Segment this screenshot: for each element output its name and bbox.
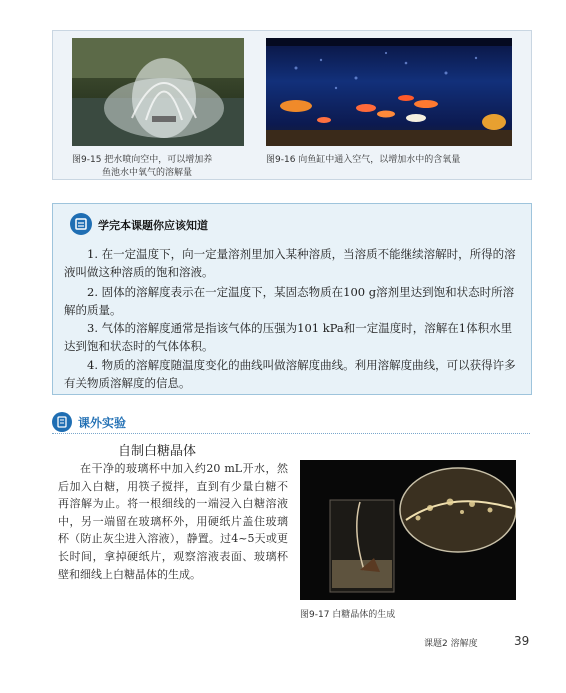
figure-9-15-caption-line-2: 鱼池水中氧气的溶解量 bbox=[102, 168, 193, 178]
fountain-photo bbox=[72, 38, 244, 146]
section-divider bbox=[52, 433, 530, 434]
figure-9-15-caption-line-1: 图9-15 把水喷向空中，可以增加养 bbox=[72, 155, 213, 165]
fish-tank-photo bbox=[266, 38, 512, 146]
figure-9-15-caption bbox=[72, 154, 212, 180]
page-number: 39 bbox=[514, 634, 530, 648]
figure-9-17-caption: 图9-17 白糖晶体的生成 bbox=[300, 610, 396, 620]
knowledge-point-2: 2. 固体的溶解度表示在一定温度下，某固态物质在100 g溶剂里达到饱和状态时所溶解的质量。 bbox=[64, 285, 515, 317]
experiment-section-title: 课外实验 bbox=[78, 416, 127, 430]
sugar-crystal-photo bbox=[300, 460, 516, 600]
knowledge-point-3: 3. 气体的溶解度通常是指该气体的压强为101 kPa和一定温度时，溶解在1体积水里达到饱和状态时的气体体积。 bbox=[64, 321, 513, 353]
experiment-section-icon bbox=[52, 412, 72, 432]
knowledge-summary-title: 学完本课题你应该知道 bbox=[98, 219, 208, 232]
experiment-instructions: 在干净的玻璃杯中加入约20 mL开水，然后加入白糖，用筷子搅拌，直到有少量白糖不再溶解为止。将一根细线的一端浸入白糖溶液中，另一端留在玻璃杯外，用硬纸片盖住玻璃杯（防止灰尘进入溶液），静置。过4~5天或更长时间，拿掉硬纸片，观察溶液表面、玻璃杯壁和细线上白糖晶体的生成。 bbox=[58, 462, 288, 581]
knowledge-point-1: 1. 在一定温度下，向一定量溶剂里加入某种溶质，当溶质不能继续溶解时，所得的溶液叫做这种溶质的饱和溶液。 bbox=[64, 247, 516, 279]
knowledge-point-4: 4. 物质的溶解度随温度变化的曲线叫做溶解度曲线。利用溶解度曲线，可以获得许多有关物质溶解度的信息。 bbox=[64, 358, 516, 390]
summary-book-icon bbox=[70, 213, 92, 235]
experiment-title: 自制白糖晶体 bbox=[118, 444, 197, 459]
chapter-footer: 课题2 溶解度 bbox=[424, 639, 478, 649]
figure-9-16-caption: 图9-16 向鱼缸中通入空气，以增加水中的含氧量 bbox=[266, 155, 461, 165]
